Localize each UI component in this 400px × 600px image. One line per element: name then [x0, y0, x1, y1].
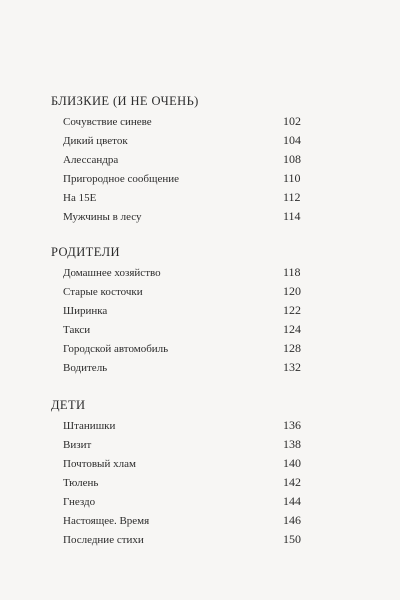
entry-list	[51, 263, 313, 377]
section-title: БЛИЗКИЕ (И НЕ ОЧЕНЬ)	[51, 94, 199, 108]
entry-title: Настоящее. Время	[63, 515, 150, 527]
toc-entry	[51, 301, 313, 320]
entry-title: Такси	[63, 324, 91, 336]
entry-page-number: 150	[283, 532, 301, 546]
toc-entry	[51, 492, 313, 511]
entry-title: Домашнее хозяйство	[63, 267, 161, 279]
section-title: РОДИТЕЛИ	[51, 245, 120, 259]
toc-entry	[51, 112, 313, 131]
entry-list	[51, 416, 313, 549]
toc-entry	[51, 473, 313, 492]
toc-entry	[51, 150, 313, 169]
toc-entry	[51, 282, 313, 301]
entry-title: Алессандра	[63, 154, 119, 166]
entry-page-number: 120	[283, 284, 301, 298]
table-of-contents	[51, 93, 313, 549]
entry-page-number: 132	[283, 360, 301, 374]
toc-entry	[51, 263, 313, 282]
entry-title: На 15Е	[63, 192, 97, 204]
entry-title: Сочувствие синеве	[63, 116, 152, 128]
toc-entry	[51, 188, 313, 207]
toc-entry	[51, 416, 313, 435]
entry-title: Старые косточки	[63, 286, 143, 298]
entry-title: Водитель	[63, 362, 108, 374]
entry-page-number: 110	[283, 171, 301, 185]
entry-title: Ширинка	[63, 305, 108, 317]
entry-title: Городской автомобиль	[63, 343, 169, 355]
toc-entry	[51, 207, 313, 226]
entry-title: Мужчины в лесу	[63, 211, 142, 223]
toc-section-parents	[51, 244, 313, 377]
section-title: ДЕТИ	[51, 398, 86, 412]
entry-title: Последние стихи	[63, 534, 144, 546]
entry-page-number: 128	[283, 341, 301, 355]
entry-page-number: 108	[283, 152, 301, 166]
toc-entry	[51, 511, 313, 530]
toc-section-children	[51, 397, 313, 549]
entry-page-number: 102	[283, 114, 301, 128]
toc-entry	[51, 358, 313, 377]
toc-section-close-ones	[51, 93, 313, 226]
toc-entry	[51, 530, 313, 549]
entry-page-number: 112	[283, 190, 301, 204]
entry-page-number: 144	[283, 494, 301, 508]
entry-page-number: 146	[283, 513, 301, 527]
entry-title: Визит	[63, 439, 92, 451]
entry-page-number: 118	[283, 265, 301, 279]
toc-entry	[51, 339, 313, 358]
toc-entry	[51, 320, 313, 339]
toc-entry	[51, 169, 313, 188]
section-spacer	[51, 377, 313, 397]
entry-page-number: 138	[283, 437, 301, 451]
entry-page-number: 136	[283, 418, 301, 432]
entry-title: Дикий цветок	[63, 135, 128, 147]
entry-title: Почтовый хлам	[63, 458, 136, 470]
entry-page-number: 142	[283, 475, 301, 489]
entry-page-number: 114	[283, 209, 301, 223]
toc-entry	[51, 435, 313, 454]
toc-entry	[51, 454, 313, 473]
entry-page-number: 104	[283, 133, 301, 147]
entry-title: Гнездо	[63, 496, 96, 508]
entry-title: Тюлень	[63, 477, 99, 489]
entry-page-number: 122	[283, 303, 301, 317]
entry-title: Штанишки	[63, 420, 116, 432]
toc-entry	[51, 131, 313, 150]
entry-title: Пригородное сообщение	[63, 173, 179, 185]
section-spacer	[51, 226, 313, 244]
entry-page-number: 140	[283, 456, 301, 470]
entry-page-number: 124	[283, 322, 301, 336]
entry-list	[51, 112, 313, 226]
